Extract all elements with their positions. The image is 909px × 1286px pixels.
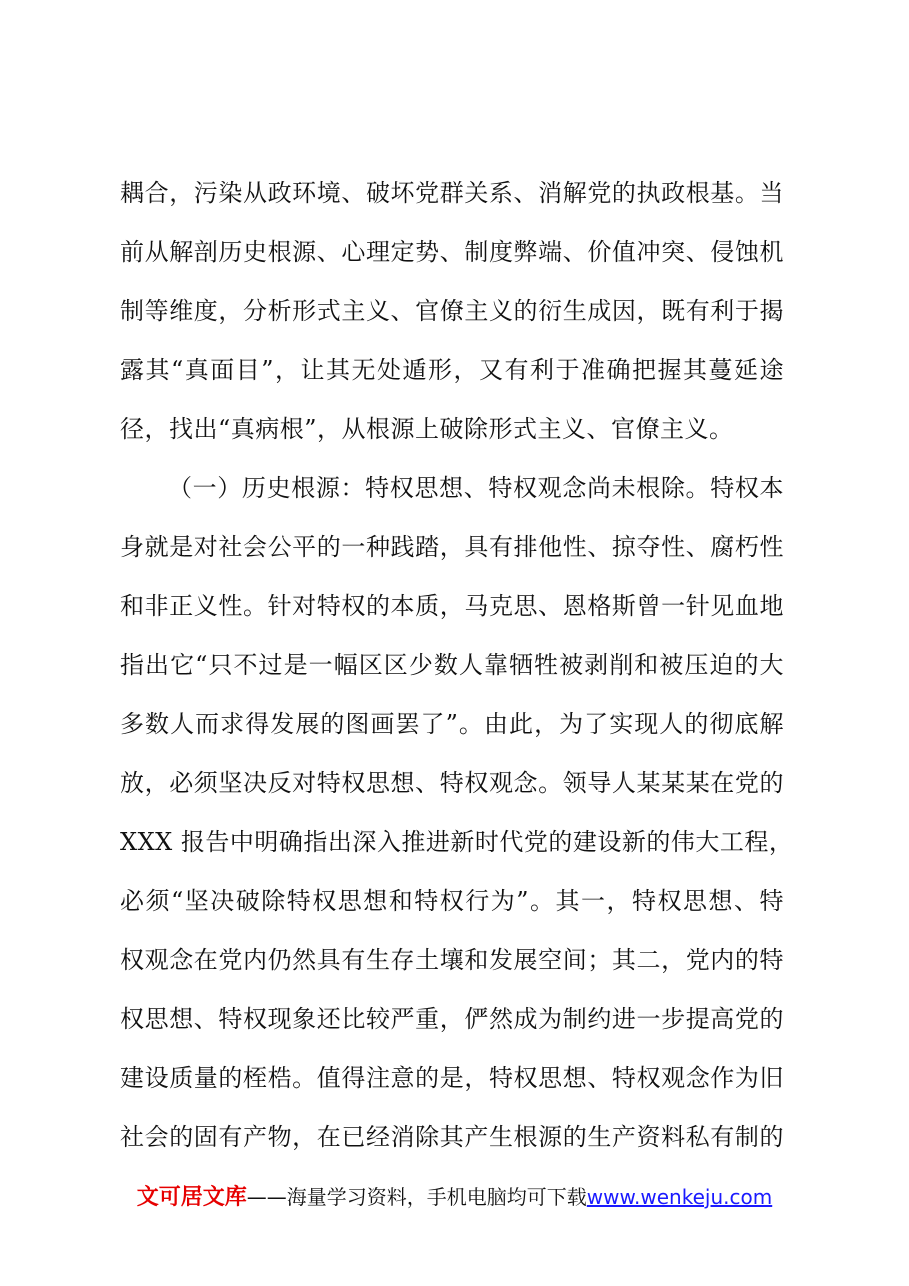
text-line: 指出它“只不过是一幅区区少数人靠牺牲被剥削和被压迫的大: [120, 651, 784, 679]
footer-banner: [0, 1180, 909, 1211]
text-line: XXX 报告中明确指出深入推进新时代党的建设新的伟大工程，: [120, 828, 794, 856]
text-line: 权观念在党内仍然具有生存土壤和发展空间；其二，党内的特: [120, 946, 784, 974]
text-line: 权思想、特权现象还比较严重，俨然成为制约进一步提高党的: [120, 1005, 784, 1033]
footer-slogan: ——海量学习资料，手机电脑均可下载: [246, 1185, 587, 1209]
text-line: 身就是对社会公平的一种践踏，具有排他性、掠夺性、腐朽性: [120, 533, 784, 561]
text-line: 放，必须坚决反对特权思想、特权观念。领导人某某某在党的: [120, 769, 784, 797]
brand-name: 文可居文库: [136, 1185, 247, 1210]
text-line: 露其“真面目”，让其无处遁形，又有利于准确把握其蔓延途: [120, 356, 784, 384]
section-heading-line: （一）历史根源：特权思想、特权观念尚未根除。特权本: [168, 474, 784, 502]
text-line: 和非正义性。针对特权的本质，马克思、恩格斯曾一针见血地: [120, 592, 784, 620]
text-line: 多数人而求得发展的图画罢了”。由此，为了实现人的彻底解: [120, 710, 784, 738]
text-line: 建设质量的桎梏。值得注意的是，特权思想、特权观念作为旧: [120, 1064, 784, 1092]
text-line: 径，找出“真病根”，从根源上破除形式主义、官僚主义。: [120, 415, 734, 443]
site-link[interactable]: www.wenkeju.com: [586, 1185, 773, 1209]
text-line: 耦合，污染从政环境、破坏党群关系、消解党的执政根基。当: [120, 179, 784, 207]
document-body: [120, 164, 794, 1167]
text-line: 必须“坚决破除特权思想和特权行为”。其一，特权思想、特: [120, 887, 784, 915]
text-line: 社会的固有产物，在已经消除其产生根源的生产资料私有制的: [120, 1123, 784, 1151]
text-line: 制等维度，分析形式主义、官僚主义的衍生成因，既有利于揭: [120, 297, 784, 325]
text-line: 前从解剖历史根源、心理定势、制度弊端、价值冲突、侵蚀机: [120, 238, 784, 266]
